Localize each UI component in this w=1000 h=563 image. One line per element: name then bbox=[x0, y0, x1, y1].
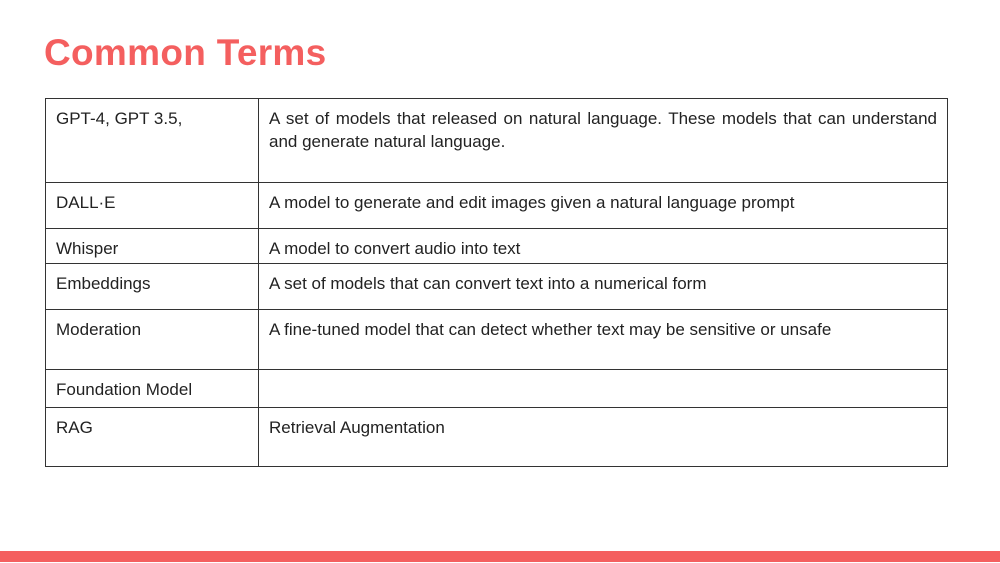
table-row bbox=[46, 183, 948, 229]
definition-cell: Retrieval Augmentation bbox=[259, 408, 948, 467]
definition-cell: A model to generate and edit images given a natural language prompt bbox=[259, 183, 948, 229]
table-row bbox=[46, 264, 948, 310]
term-cell: DALL·E bbox=[46, 183, 259, 229]
table-row bbox=[46, 408, 948, 467]
definition-cell bbox=[259, 370, 948, 408]
definition-cell: A set of models that can convert text into a numerical form bbox=[259, 264, 948, 310]
term-cell: Embeddings bbox=[46, 264, 259, 310]
definition-cell: A fine-tuned model that can detect whether text may be sensitive or unsafe bbox=[259, 310, 948, 370]
table-row bbox=[46, 310, 948, 370]
term-cell: Whisper bbox=[46, 229, 259, 264]
slide-title: Common Terms bbox=[44, 32, 327, 73]
definition-cell: A set of models that released on natural language. These models that can understand and generate natural language. bbox=[259, 99, 948, 183]
terms-table bbox=[45, 98, 948, 467]
table-row bbox=[46, 99, 948, 183]
term-cell: Foundation Model bbox=[46, 370, 259, 408]
footer-accent-bar bbox=[0, 551, 1000, 562]
table-row bbox=[46, 370, 948, 408]
term-cell: GPT-4, GPT 3.5, bbox=[46, 99, 259, 183]
term-cell: RAG bbox=[46, 408, 259, 467]
term-cell: Moderation bbox=[46, 310, 259, 370]
definition-cell: A model to convert audio into text bbox=[259, 229, 948, 264]
table-row bbox=[46, 229, 948, 264]
